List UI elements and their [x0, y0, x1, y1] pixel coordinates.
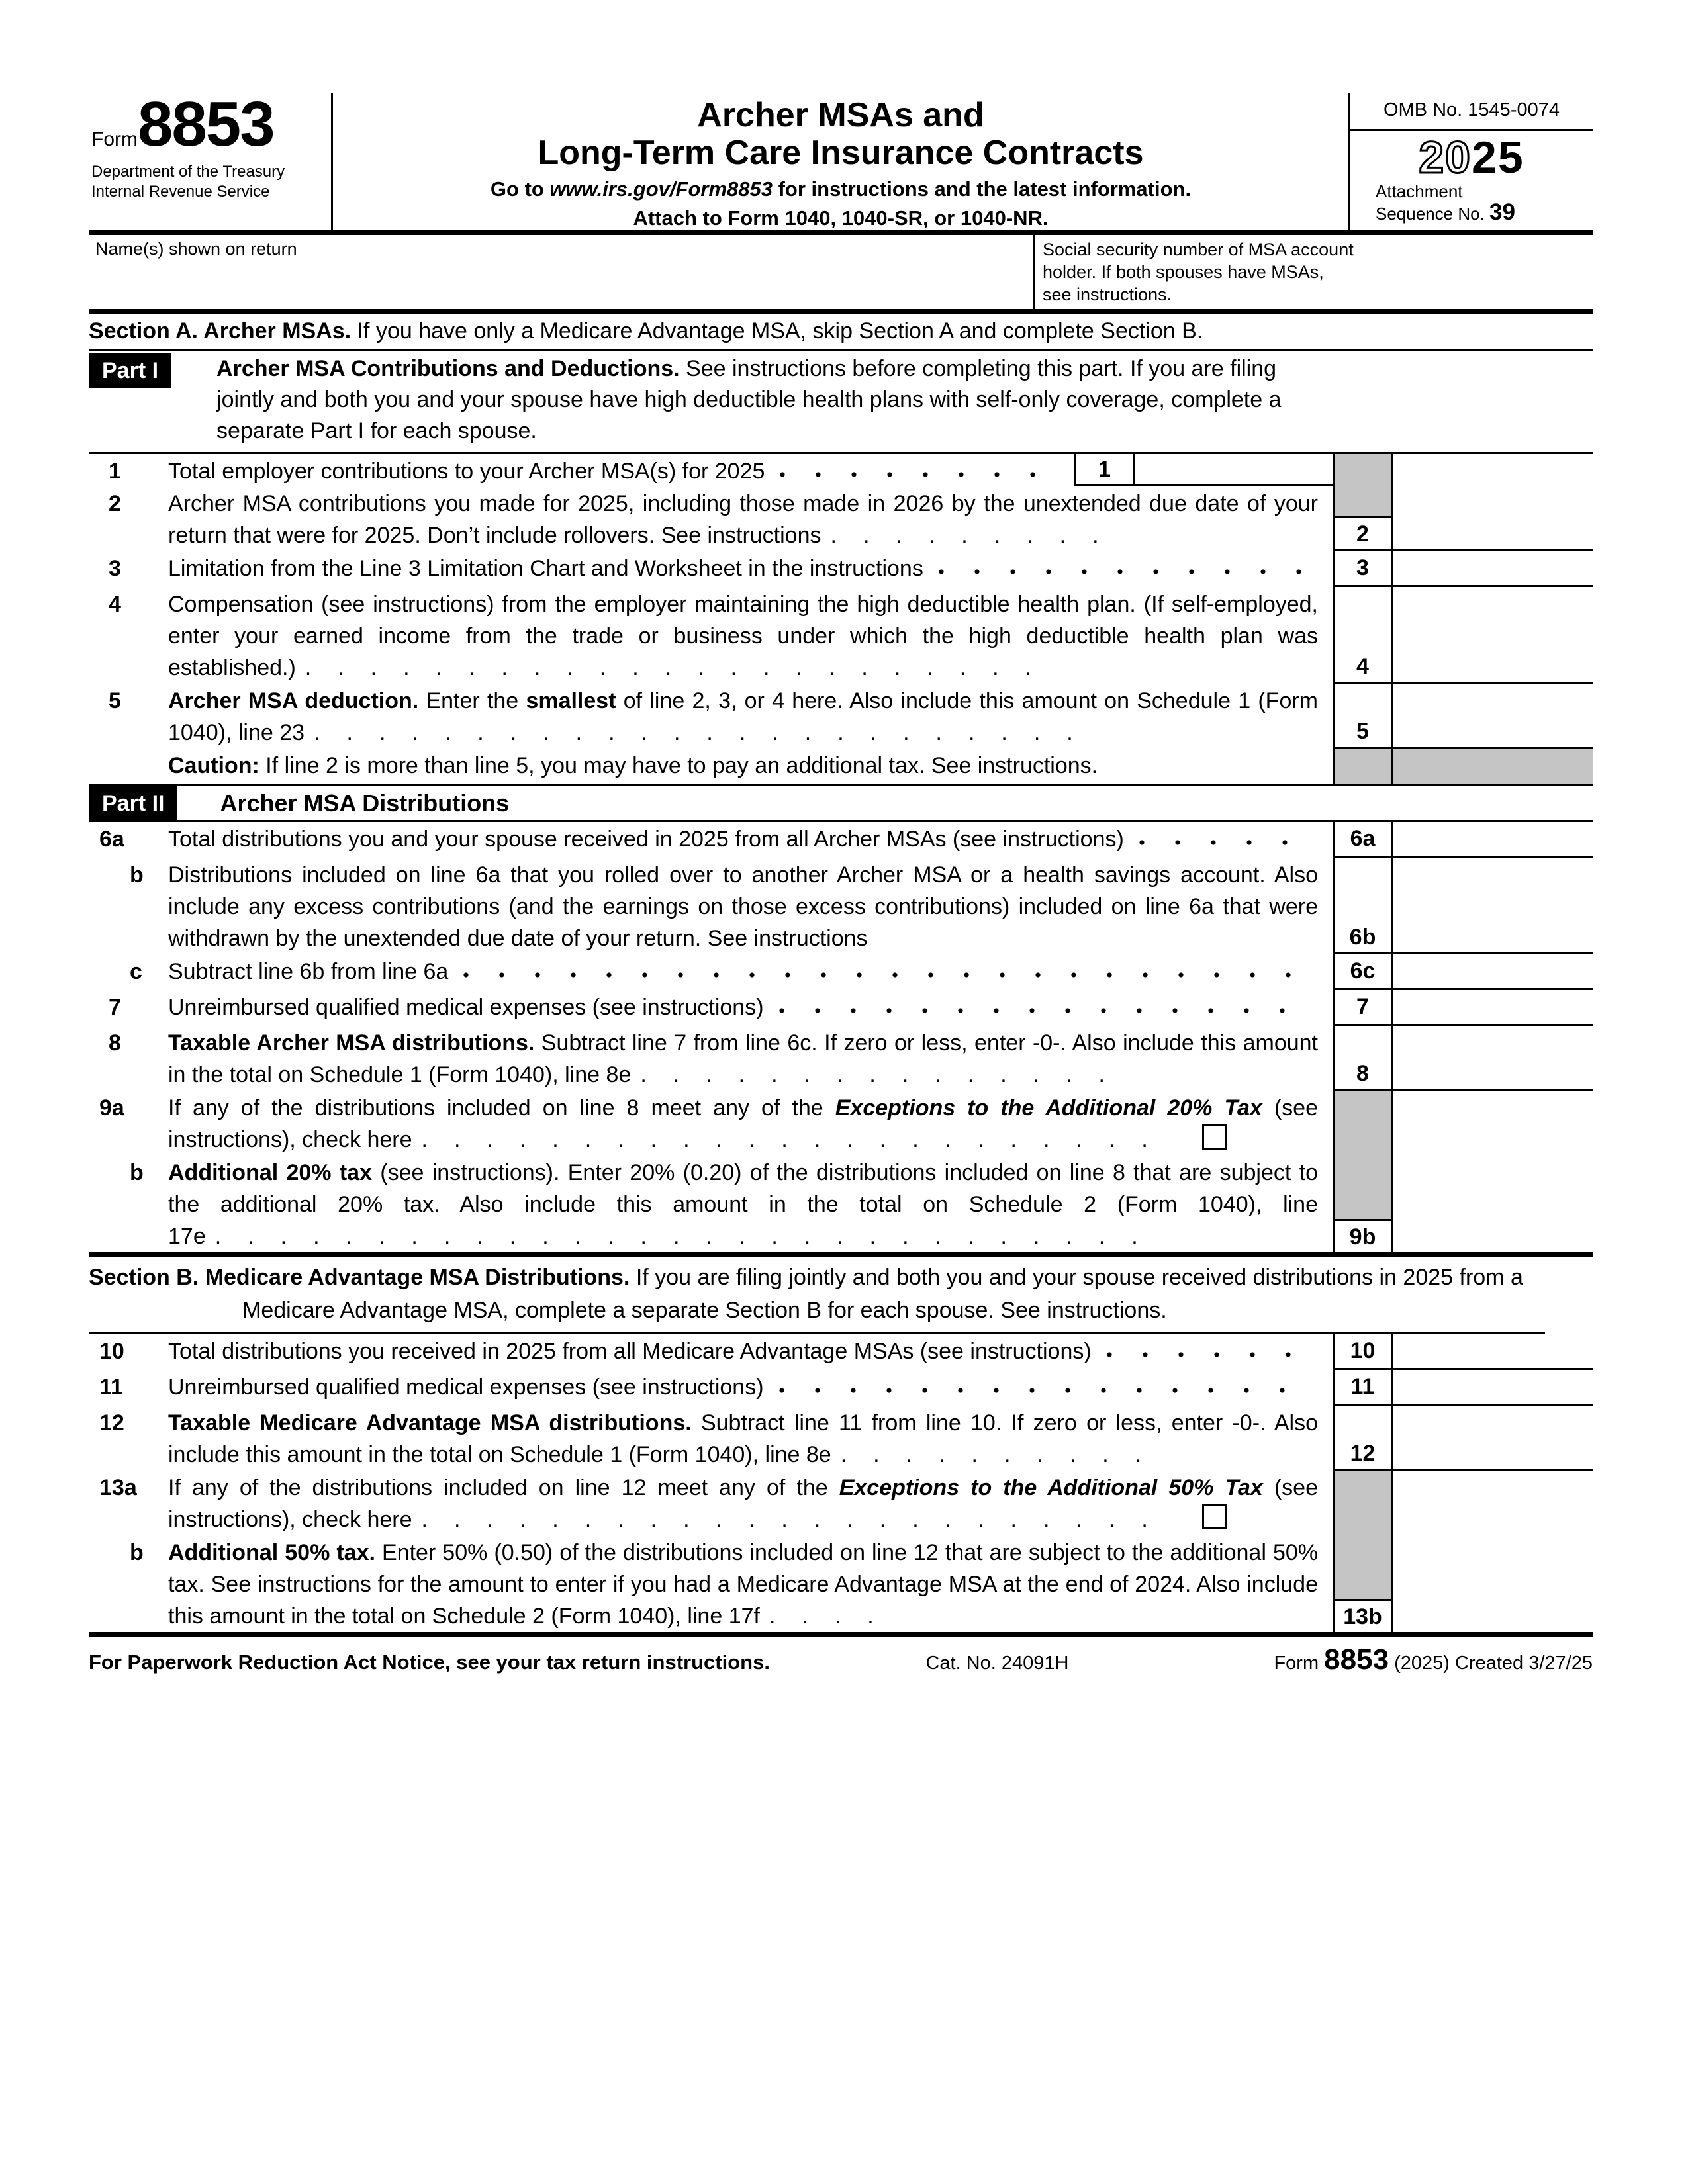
form-number: 8853 [138, 89, 274, 159]
dot-leader [778, 1007, 1314, 1014]
amount-box-5[interactable] [1393, 684, 1593, 749]
amount-box-7[interactable] [1393, 990, 1593, 1026]
line-9a-number: 9a [99, 1095, 124, 1120]
dot-leader: ............................. [214, 1224, 1164, 1249]
line-8-number: 8 [109, 1030, 121, 1056]
line-11-number: 11 [99, 1375, 123, 1400]
omb-year-block [1350, 93, 1593, 230]
dot-leader: ......... [830, 523, 1125, 548]
part-1-heading: Archer MSA Contributions and Deductions. See instructions before completing this part. If you are filing jointly and both you and your spouse have high deductible health plans with self-only coverage, complete a separate Part I for each spouse. [216, 356, 1282, 443]
dot-leader: .... [769, 1604, 900, 1629]
line-12-label: Taxable Medicare Advantage MSA distributions. Subtract line 11 from line 10. If zero or less, enter -0-. Also include this amount in the total on Schedule 1 (Form 1040), line 8e .......... [168, 1410, 1318, 1467]
dot-leader: ....................... [421, 1127, 1174, 1152]
amount-col-spacer-13a [1393, 1471, 1593, 1535]
line-13b-number: b [130, 1540, 144, 1565]
line-8-row [89, 1026, 1593, 1091]
line-6a-label: Total distributions you and your spouse received in 2025 from all Archer MSAs (see instructions) [168, 827, 1124, 852]
line-6c-number-cell: 6c [1333, 954, 1393, 990]
omb-number: OMB No. 1545-0074 [1350, 93, 1593, 131]
dot-leader [1139, 839, 1314, 846]
line-12-number: 12 [99, 1410, 124, 1435]
line-1-label: Total employer contributions to your Archer MSA(s) for 2025 [168, 459, 765, 484]
paperwork-notice: For Paperwork Reduction Act Notice, see your tax return instructions. [89, 1651, 770, 1674]
line-8-label: Taxable Archer MSA distributions. Subtract line 7 from line 6c. If zero or less, enter -0-. Also include this amount in the total on Schedule 1 (Form 1040), line 8e ............... [168, 1030, 1318, 1087]
dot-leader [463, 972, 1314, 978]
dot-leader [1106, 1351, 1314, 1358]
line-4-number-cell: 4 [1333, 587, 1393, 684]
line-3-row [89, 551, 1593, 587]
agency-line-1: Department of the Treasury [91, 163, 285, 181]
line-10-label: Total distributions you received in 2025 from all Medicare Advantage MSAs (see instructions) [168, 1339, 1092, 1364]
line-2-row [89, 486, 1593, 551]
line-11-label: Unreimbursed qualified medical expenses (see instructions) [168, 1375, 764, 1400]
line-1-shaded-cell [1333, 454, 1393, 486]
dot-leader [778, 1387, 1314, 1394]
line-6b-label: Distributions included on line 6a that you rolled over to another Archer MSA or a health savings account. Also include any excess contributions (and the earnings on those excess contributions) included on line 6a that were withdrawn by the unextended due date of your return. See instructions [168, 862, 1318, 951]
caution-indent [89, 749, 168, 784]
line-11-number-cell: 11 [1333, 1370, 1393, 1406]
amount-box-8[interactable] [1393, 1026, 1593, 1091]
line-13b-row [89, 1535, 1593, 1632]
amount-box-6c[interactable] [1393, 954, 1593, 990]
line-6b-row [89, 858, 1593, 954]
form-body [89, 0, 1593, 1676]
line-3-label: Limitation from the Line 3 Limitation Chart and Worksheet in the instructions [168, 556, 923, 581]
line-12-number-cell: 12 [1333, 1406, 1393, 1471]
part-1-heading-row [89, 351, 1593, 454]
line-5-row [89, 684, 1593, 749]
amount-box-12[interactable] [1393, 1406, 1593, 1471]
part-2-tab: Part II [89, 786, 177, 821]
line-13b-label: Additional 50% tax. Enter 50% (0.50) of the distributions included on line 12 that are subject to the additional 50% tax. See instructions for the amount to enter if you had a Medicare Advantage MSA at the end of 2024. Also include this amount in the total on Schedule 2 (Form 1040), line 17f .... [168, 1540, 1318, 1629]
line-6c-label: Subtract line 6b from line 6a [168, 959, 449, 984]
line-2-label: Archer MSA contributions you made for 2025, including those made in 2026 by the unextended due date of your return that were for 2025. Don’t include rollovers. See instructions ......... [168, 491, 1318, 548]
line-6a-row [89, 822, 1593, 858]
identity-row [89, 235, 1593, 314]
section-b-heading: Section B. Medicare Advantage MSA Distributions. If you are filing jointly and both you and your spouse received distributions in 2025 from a Medicare Advantage MSA, complete a separate Section B for each spouse. See instructions. [89, 1257, 1545, 1334]
catalog-number: Cat. No. 24091H [925, 1653, 1069, 1674]
names-field[interactable] [89, 235, 1033, 309]
form-title-line1: Archer MSAs and [697, 96, 984, 134]
line-10-number-cell: 10 [1333, 1334, 1393, 1370]
line-12-row [89, 1406, 1593, 1471]
form-footer-id: Form 8853 (2025) Created 3/27/25 [1274, 1643, 1593, 1676]
shaded-filler [1335, 1535, 1391, 1599]
dot-leader: ....................... [305, 655, 1058, 680]
line-7-number: 7 [109, 995, 121, 1020]
line-13a-shaded-cell [1333, 1471, 1393, 1535]
part-2-heading-row [89, 784, 1593, 822]
line-2-number-cell: 2 [1333, 486, 1393, 551]
line-6c-row [89, 954, 1593, 990]
line-3-number: 3 [109, 556, 121, 581]
checkbox-9a[interactable] [1202, 1124, 1227, 1150]
ssn-field[interactable] [1033, 235, 1593, 309]
dot-leader: ............... [640, 1062, 1132, 1087]
caution-shaded-number-cell [1333, 749, 1393, 784]
line-13a-label: If any of the distributions included on line 12 meet any of the Exceptions to the Additional 50% Tax (see instructions), check here ....................... [168, 1475, 1318, 1532]
line-3-number-cell: 3 [1333, 551, 1393, 587]
irs-url: www.irs.gov/Form8853 [549, 177, 773, 201]
dot-leader [779, 471, 1056, 478]
amount-box-13b[interactable] [1393, 1535, 1593, 1632]
line-13a-number: 13a [99, 1475, 137, 1500]
line-6a-number: 6a [99, 827, 124, 852]
amount-box-6b[interactable] [1393, 858, 1593, 954]
line-6a-number-cell: 6a [1333, 822, 1393, 858]
line-13a-row [89, 1471, 1593, 1535]
line-7-label: Unreimbursed qualified medical expenses (see instructions) [168, 995, 764, 1020]
line-7-row [89, 990, 1593, 1026]
line-6b-number: b [130, 862, 144, 887]
part-1-tab: Part I [89, 353, 171, 388]
section-a-heading: Section A. Archer MSAs. If you have only a Medicare Advantage MSA, skip Section A and complete Section B. [89, 314, 1593, 351]
amount-box-9b[interactable] [1393, 1156, 1593, 1252]
checkbox-13a[interactable] [1202, 1504, 1227, 1529]
line-10-number: 10 [99, 1339, 124, 1364]
line-9a-shaded-cell [1333, 1091, 1393, 1156]
line-4-number: 4 [109, 592, 121, 617]
attachment-sequence: Attachment Sequence No. 39 [1376, 181, 1515, 225]
amount-box-1[interactable] [1135, 454, 1333, 486]
amount-box-4[interactable] [1393, 587, 1593, 684]
form-title-line2: Long-Term Care Insurance Contracts [538, 134, 1144, 172]
form-word: Form [91, 128, 138, 150]
tax-year: 2025 [1419, 132, 1524, 183]
caution-row [89, 749, 1593, 784]
line-9a-label: If any of the distributions included on line 8 meet any of the Exceptions to the Additional 20% Tax (see instructions), check here ....................... [168, 1095, 1318, 1152]
form-title-block [331, 93, 1350, 230]
line-1-row [89, 454, 1593, 486]
line-6c-number: c [130, 959, 142, 984]
amount-col-spacer-1 [1393, 454, 1593, 486]
amount-box-2[interactable] [1393, 486, 1593, 551]
line-9b-row [89, 1156, 1593, 1252]
amount-box-6a[interactable] [1393, 822, 1593, 858]
dot-leader: .......... [840, 1442, 1168, 1467]
attach-line: Attach to Form 1040, 1040-SR, or 1040-NR. [633, 206, 1049, 230]
amount-box-11[interactable] [1393, 1370, 1593, 1406]
part-2-heading: Archer MSA Distributions [220, 789, 510, 817]
amount-col-spacer-9a [1393, 1091, 1593, 1156]
line-4-label: Compensation (see instructions) from the employer maintaining the high deductible health plan. (If self-employed, enter your earned income from the trade or business under which the high deductible health plan was established.) ....................... [168, 592, 1318, 680]
footer-divider [89, 1632, 1593, 1637]
line-4-row [89, 587, 1593, 684]
section-divider [89, 1252, 1593, 1257]
amount-box-10[interactable] [1393, 1334, 1593, 1370]
line-1-box-number: 1 [1074, 454, 1135, 486]
amount-box-3[interactable] [1393, 551, 1593, 587]
shaded-filler [1335, 1156, 1391, 1219]
names-label: Name(s) shown on return [95, 239, 297, 259]
line-9b-number-cell: 9b [1333, 1156, 1393, 1252]
line-5-number-cell: 5 [1333, 684, 1393, 749]
ssn-label: Social security number of MSA account holder. If both spouses have MSAs, see instructions. [1043, 240, 1354, 304]
line-8-number-cell: 8 [1333, 1026, 1393, 1091]
line-9a-row [89, 1091, 1593, 1156]
line-9b-label: Additional 20% tax (see instructions). Enter 20% (0.20) of the distributions included on line 8 that are subject to the additional 20% tax. Also include this amount in the total on Schedule 2 (Form 1040), line 17e ............................. [168, 1160, 1318, 1249]
dot-leader: ........................ [314, 720, 1100, 745]
line-2-number: 2 [109, 491, 121, 516]
form-header [89, 89, 1593, 235]
line-5-number: 5 [109, 688, 121, 713]
line-5-label: Archer MSA deduction. Enter the smallest of line 2, 3, or 4 here. Also include this amount on Schedule 1 (Form 1040), line 23 ........................ [168, 688, 1318, 745]
form-footer [89, 1637, 1593, 1676]
dot-leader: ....................... [421, 1507, 1174, 1532]
line-10-row [89, 1334, 1593, 1370]
line-11-row [89, 1370, 1593, 1406]
line-1-number: 1 [109, 459, 121, 484]
shaded-filler [1335, 486, 1391, 516]
line-6b-number-cell: 6b [1333, 858, 1393, 954]
form-number-block [89, 89, 331, 230]
dot-leader [938, 569, 1314, 575]
caution-shaded-amount-cell [1393, 749, 1593, 784]
line-9b-number: b [130, 1160, 144, 1185]
agency-line-2: Internal Revenue Service [91, 183, 270, 201]
line-13b-number-cell: 13b [1333, 1535, 1393, 1632]
caution-text: Caution: If line 2 is more than line 5, you may have to pay an additional tax. See instructions. [168, 753, 1098, 778]
goto-instructions-line: Go to www.irs.gov/Form8853 for instructions and the latest information. [490, 177, 1192, 201]
line-7-number-cell: 7 [1333, 990, 1393, 1026]
